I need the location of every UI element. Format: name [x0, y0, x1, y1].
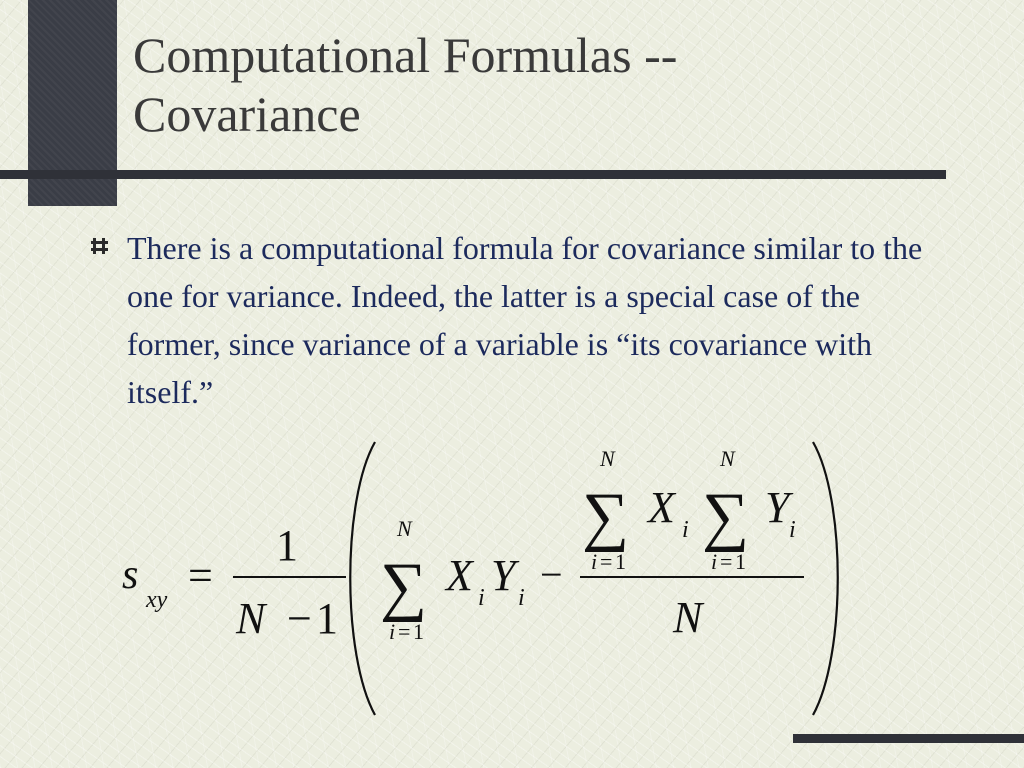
term-x: X — [446, 551, 473, 600]
formula-lhs-s: s — [122, 552, 139, 598]
formula-lhs-subscript: xy — [146, 587, 168, 613]
sum-2-upper-limit: N — [600, 446, 615, 471]
left-parenthesis — [350, 442, 375, 715]
fraction-denominator-minus: − — [287, 594, 312, 643]
sum-3-lower-i: i — [711, 549, 718, 574]
footer-divider-bar — [793, 734, 1024, 743]
z-bullet-icon — [90, 236, 110, 256]
sum-3-lower-eq: = — [720, 549, 733, 574]
sum-2-term-x-index: i — [682, 517, 689, 543]
sum-3-term-y: Y — [765, 483, 790, 532]
sum-1-sigma: ∑ — [380, 550, 428, 623]
sum-1-lower-i: i — [389, 619, 396, 644]
slide-title — [133, 26, 993, 144]
sum-2-term-x: X — [648, 483, 675, 532]
term-x-index: i — [478, 585, 485, 611]
formula-minus: − — [540, 552, 563, 597]
slide-title-line-2: Covariance — [133, 86, 361, 142]
sum-1-upper-limit: N — [397, 516, 412, 541]
sum-2-lower-one: 1 — [615, 549, 626, 574]
fraction-denominator-one: 1 — [316, 594, 338, 643]
sum-1-lower-eq: = — [398, 619, 411, 644]
term-y: Y — [491, 551, 516, 600]
right-parenthesis — [813, 442, 838, 715]
sum-2-lower-eq: = — [600, 549, 613, 574]
term-y-index: i — [518, 585, 525, 611]
title-divider-bar — [0, 170, 946, 179]
sum-3-upper-limit: N — [720, 446, 735, 471]
slide-title-line-1: Computational Formulas -- — [133, 27, 678, 83]
inner-fraction-denominator: N — [673, 593, 703, 642]
formula-equals: = — [188, 551, 213, 600]
fraction-denominator-n: N — [236, 594, 266, 643]
sum-3-lower-one: 1 — [735, 549, 746, 574]
sum-3-term-y-index: i — [789, 517, 796, 543]
fraction-numerator: 1 — [276, 521, 298, 570]
covariance-formula — [110, 430, 850, 725]
sum-3-sigma: ∑ — [702, 480, 750, 553]
sum-2-sigma: ∑ — [582, 480, 630, 553]
bullet-text: There is a computational formula for covariance similar to the one for variance. Indeed, the latter is a special case of the former, since variance of a variable is “its covariance with itself.” — [127, 230, 923, 410]
sum-2-lower-i: i — [591, 549, 598, 574]
sum-1-lower-one: 1 — [413, 619, 424, 644]
